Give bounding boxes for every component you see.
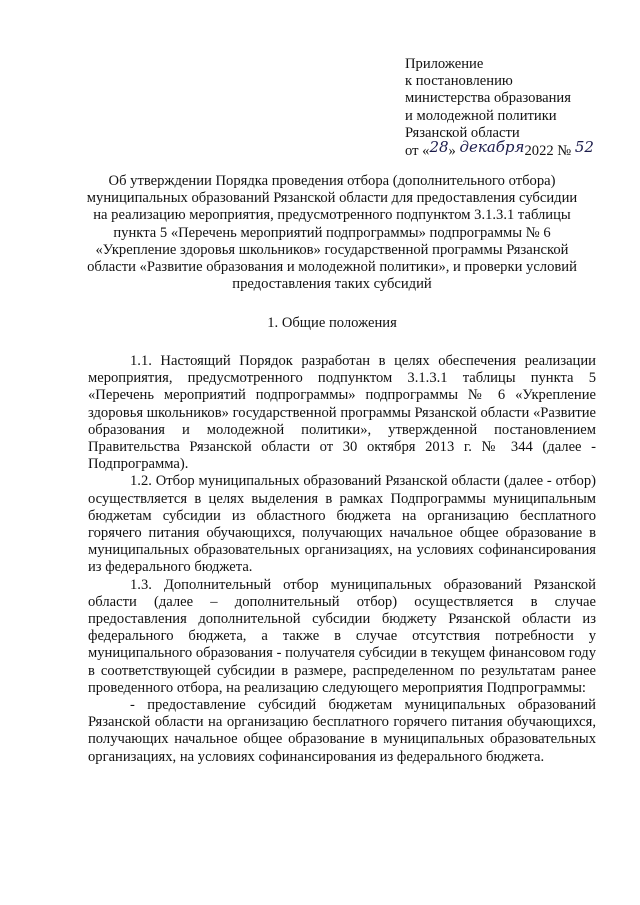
appendix-line: Приложение xyxy=(405,56,484,72)
title-line: муниципальных образований Рязанской области для предоставления субсидии xyxy=(86,190,578,207)
section-heading: 1. Общие положения xyxy=(267,315,397,331)
appendix-block xyxy=(405,56,630,160)
title-line: области «Развитие образования и молодежной политики», и проверки условий xyxy=(87,259,577,276)
appendix-line: министерства образования xyxy=(405,90,571,107)
document-body xyxy=(88,353,596,766)
title-line: пункта 5 «Перечень мероприятий подпрограммы» подпрограммы № 6 xyxy=(113,224,551,241)
appendix-line: Рязанской области xyxy=(405,124,520,141)
appendix-line: к постановлению xyxy=(405,73,513,90)
paragraph-1-1: 1.1. Настоящий Порядок разработан в целях обеспечения реализации мероприятия, предусмотренного подпунктом 3.1.3.1 таблицы пункта 5 «Перечень мероприятий подпрограммы» подпрограммы № 6 «Укрепление здоровья школьников» государственной программы Рязанской области «Развитие образования и молодежной политики», утвержденной постановлением Правительства Рязанской области от 30 октября 2013 г. № 344 (далее - Подпрограмма). xyxy=(88,353,596,473)
title-line: «Укрепление здоровья школьников» государственной программы Рязанской xyxy=(95,241,569,258)
date-day-suffix: » xyxy=(448,143,456,160)
handwritten-number: 52 xyxy=(574,138,594,157)
document-title xyxy=(72,173,592,293)
paragraph-bullet: - предоставление субсидий бюджетам муниципальных образований Рязанской области на организацию бесплатного горячего питания обучающихся, получающих начальное общее образование в муниципальных образовательных организациях, на условиях софинансирования из федерального бюджета. xyxy=(88,697,596,765)
paragraph-1-2: 1.2. Отбор муниципальных образований Рязанской области (далее - отбор) осуществляется в целях выделения в рамках Подпрограммы муниципальным бюджетам субсидии из областного бюджета на организацию бесплатного горячего питания обучающихся, получающих начальное общее образование в муниципальных образовательных организациях, на условиях софинансирования из федерального бюджета. xyxy=(88,473,596,576)
appendix-line: и молодежной политики xyxy=(405,107,557,124)
paragraph-1-3: 1.3. Дополнительный отбор муниципальных образований Рязанской области (далее – дополнительный отбор) осуществляется в случае предоставления дополнительной субсидии бюджету Рязанской области из федерального бюджета, а также в случае отсутствия потребности у муниципального образования - получателя субсидии в текущем финансовом году в соответствующей субсидии в размере, распределенном по результатам ранее проведенного отбора, на реализацию следующего мероприятия Подпрограммы: xyxy=(88,576,596,696)
title-line: предоставления таких субсидий xyxy=(232,276,432,293)
title-line: на реализацию мероприятия, предусмотренного подпунктом 3.1.3.1 таблицы xyxy=(93,207,571,224)
appendix-date-line xyxy=(405,138,630,160)
handwritten-day: 28 xyxy=(429,138,449,157)
date-year: 2022 № xyxy=(524,143,572,160)
title-line: Об утверждении Порядка проведения отбора (дополнительного отбора) xyxy=(108,173,556,189)
handwritten-month: декабря xyxy=(459,138,525,157)
date-prefix: от « xyxy=(405,143,430,160)
